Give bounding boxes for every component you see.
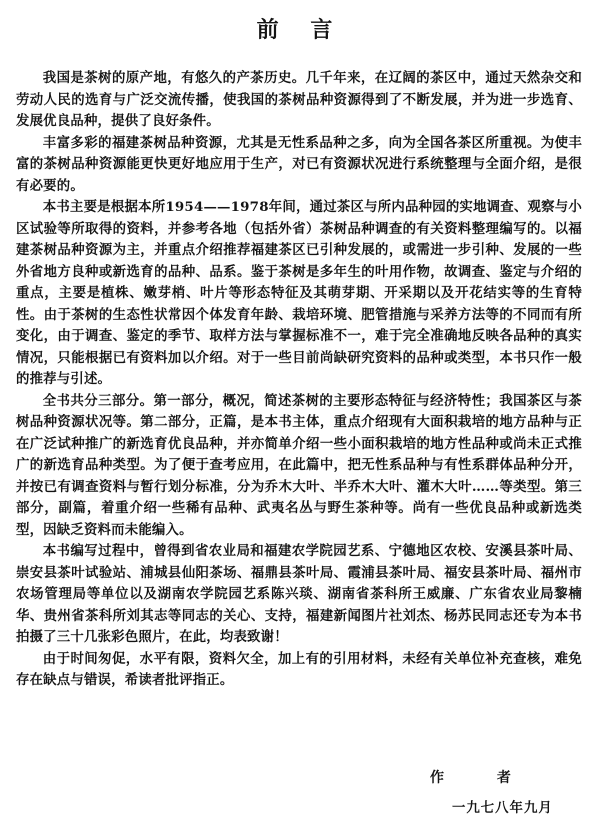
paragraph-3: 本书主要是根据本所1954——1978年间，通过茶区与所内品种园的实地调查、观察与小区试验等所取得的资料，并参考各地（包括外省）茶树品种调查的有关资料整理编写的。以福建茶树品种资源为主，并重点介绍推荐福建茶区已引种发展的，或需进一步引种、发展的一些外省地方良种或新选育的品种、品系。鉴于茶树是多年生的叶用作物，故调查、鉴定与介绍的重点，主要是植株、嫩芽梢、叶片等形态特征及其萌芽期、开采期以及开花结实等的生育特性。由于茶树的生态性状常因个体发育年龄、栽培环境、肥管措施与采养方法等的不同而有所变化，由于调查、鉴定的季节、取样方法与掌握标准不一，难于完全准确地反映各品种的真实情况，只能根据已有资料加以介绍。对于一些目前尚缺研究资料的品种或类型，本书只作一般的推荐与引述。 [16, 199, 582, 387]
page-title: 前 言 [256, 18, 345, 43]
date-line: 一九七八年九月 [452, 800, 553, 816]
paragraph-6: 由于时间匆促，水平有限，资料欠全，加上有的引用材料，未经有关单位补充查核，难免存在缺点与错误，希读者批评指正。 [16, 650, 582, 688]
paragraph-1: 我国是茶树的原产地，有悠久的产茶历史。几千年来，在辽阔的茶区中，通过天然杂交和劳动人民的选育与广泛交流传播，使我国的茶树品种资源得到了不断发展，并为进一步选育、发展优良品种，提供了良好条件。 [16, 70, 582, 129]
paragraph-5: 本书编写过程中，曾得到省农业局和福建农学院园艺系、宁德地区农校、安溪县茶叶局、崇安县茶叶试验站、浦城县仙阳茶场、福鼎县茶叶局、霞浦县茶叶局、福安县茶叶局、福州市农场管理局等单位以及湖南农学院园艺系陈兴琰、湖南省茶科所王威廉、广东省农业局黎楠华、贵州省茶科所刘其志等同志的关心、支持，福建新闻图片社刘杰、杨苏民同志还专为本书拍摄了三十几张彩色照片，在此，均表致谢！ [16, 543, 582, 645]
author-signature: 作 者 [430, 770, 535, 786]
paragraph-4: 全书共分三部分。第一部分，概况，简述茶树的主要形态特征与经济特性；我国茶区与茶树品种资源状况等。第二部分，正篇，是本书主体，重点介绍现有大面积栽培的地方品种与正在广泛试种推广的新选育优良品种，并亦简单介绍一些小面积栽培的地方性品种或尚未正式推广的新选育品种类型。为了便于查考应用，在此篇中，把无性系品种与有性系群体品种分开，并按已有调查资料与暂行划分标准，分为乔木大叶、半乔木大叶、灌木大叶……等类型。第三部分，副篇，着重介绍一些稀有品种、武夷名丛与野生茶种等。尚有一些优良品种或新选类型，因缺乏资料而未能编入。 [16, 392, 582, 538]
preface-body [16, 68, 582, 692]
paragraph-2: 丰富多彩的福建茶树品种资源，尤其是无性系品种之多，向为全国各茶区所重视。为使丰富的茶树品种资源能更快更好地应用于生产，对已有资源状况进行系统整理与全面介绍，是很有必要的。 [16, 134, 582, 194]
